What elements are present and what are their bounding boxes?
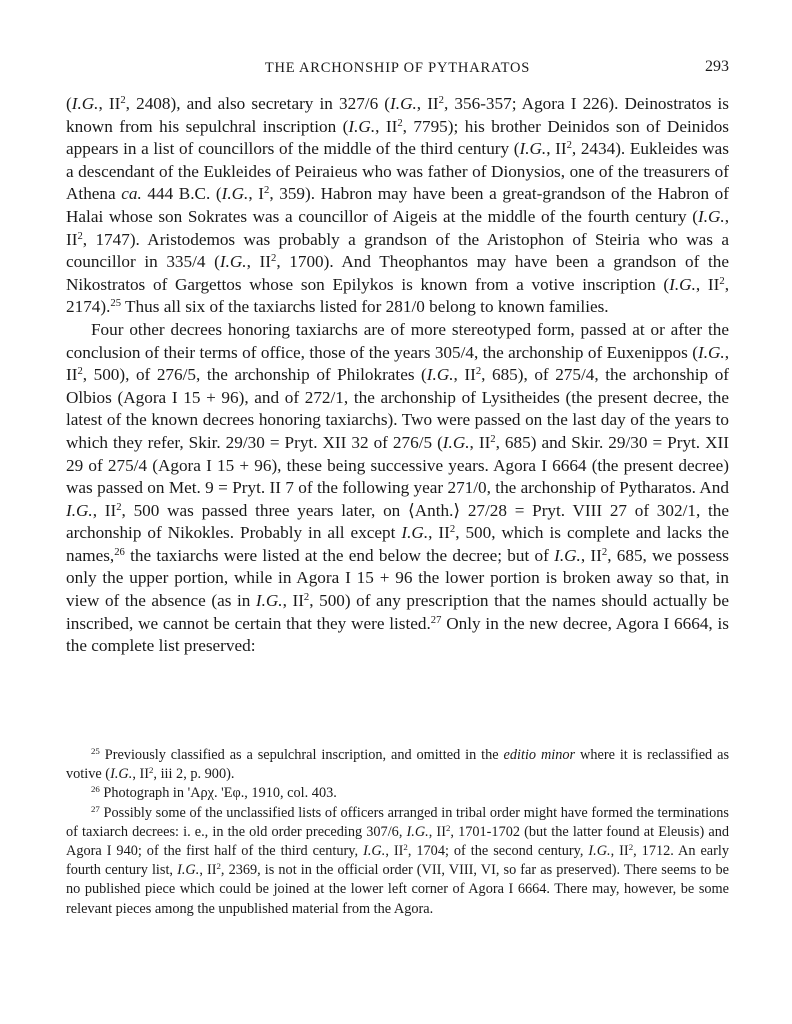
- text-run: , 685), of 275/4, the archonship of Olbios (Agora I 15 + 96), and of 272/1, the archonship of Lysitheides (the present decree, the latest of the known decrees honoring taxiarchs). Two were passed on the last day of the years to which they refer, Skir. 29/30 = Pryt. XII 32 of 276/5 (: [66, 365, 730, 452]
- paragraph-stereotyped-decrees: [66, 319, 729, 658]
- text-run: , II: [375, 116, 398, 136]
- text-run: , II: [132, 766, 149, 783]
- italic-term: editio minor: [503, 747, 576, 763]
- superscript: 2: [438, 95, 444, 107]
- citation-abbrev: I.G.: [697, 206, 725, 226]
- text-run: , II: [610, 843, 629, 860]
- text-run: , 1747). Aristodemos was probably a grandson of the Aristophon of Steiria who was a councillor in 335/4 (: [66, 229, 729, 272]
- text-run: , 2408), and also secretary in 327/6 (: [125, 94, 391, 113]
- text-run: , 500 was passed three years later, on ⟨Anth.⟩ 27/28 = Pryt. VIII 27 of 302/1, the archonship of Nikokles. Probably in all except: [66, 500, 729, 543]
- citation-abbrev: I.G.: [255, 591, 283, 611]
- superscript: 2: [303, 592, 310, 604]
- superscript: 2: [490, 434, 496, 446]
- citation-abbrev: I.G.: [401, 523, 429, 543]
- text-run: , II: [453, 365, 476, 385]
- text-run: , I: [248, 184, 264, 204]
- superscript: 2: [475, 366, 482, 378]
- text-run: , 2369, is not in the official order (VII, VIII, VI, so far as preserved). There seems to be no published piece which could be joined at the lower left corner of Agora I 6664. There may, however, be some relevant pieces among the unpublished material from the Agora.: [66, 862, 730, 917]
- footnotes: [66, 746, 729, 919]
- text-run: , 1712. An early fourth century list,: [66, 843, 730, 879]
- citation-abbrev: I.G.: [669, 274, 696, 294]
- footnote-number: 26: [91, 784, 100, 795]
- citation-abbrev: I.G.: [442, 432, 470, 452]
- text-run: , II: [695, 274, 720, 294]
- text-run: , II: [282, 591, 304, 611]
- text-run: Possibly some of the unclassified lists of officers arranged in tribal order might have formed the terminations of taxiarch decrees: i. e., in the old order preceding 307/6,: [66, 804, 729, 840]
- text-run: 444 B.C. (: [141, 184, 222, 204]
- footnote-ref-25[interactable]: 25: [110, 298, 122, 310]
- text-run: , 500) of any prescription that the names should actually be inscribed, we cannot be certain that they were listed.: [66, 591, 729, 633]
- superscript: 2: [77, 366, 83, 378]
- text-run: , II: [580, 545, 602, 565]
- superscript: 2: [120, 95, 126, 107]
- superscript: 2: [449, 524, 456, 536]
- text-run: the taxiarchs were listed at the end below the decree; but of: [124, 545, 555, 565]
- text-run: , 685, we possess only the upper portion, while in Agora I 15 + 96 the lower portion is broken away so that, in view of the absence (as in: [66, 545, 729, 611]
- citation-abbrev: I.G.: [426, 365, 454, 385]
- citation-abbrev: I.G.: [71, 94, 99, 113]
- citation-abbrev: I.G.: [406, 823, 429, 840]
- text-run: , 356-357; Agora I 226). Deinostratos is known from his sepulchral inscription (: [66, 94, 729, 136]
- superscript: 2: [719, 275, 725, 287]
- text-run: , 500, which is complete and lacks the names,: [66, 523, 729, 565]
- citation-abbrev: I.G.: [348, 116, 376, 136]
- citation-abbrev: I.G.: [177, 862, 200, 879]
- running-title: THE ARCHONSHIP OF PYTHARATOS: [264, 60, 531, 76]
- citation-abbrev: I.G.: [363, 843, 386, 860]
- main-text: [66, 93, 729, 658]
- footnote-ref-26[interactable]: 26: [114, 547, 125, 559]
- citation-abbrev: I.G.: [66, 500, 93, 520]
- text-run: , II: [199, 862, 217, 879]
- text-run: , 2174).: [66, 274, 729, 317]
- text-run: , II: [385, 843, 404, 860]
- superscript: 2: [216, 861, 221, 872]
- text-run: Thus all six of the taxiarchs listed for 281/0 belong to known families.: [121, 297, 609, 317]
- text-run: Only in the new decree, Agora I 6664, is the complete list preserved:: [66, 613, 729, 656]
- citation-abbrev: I.G.: [219, 252, 247, 272]
- superscript: 2: [601, 547, 608, 559]
- text-run: , 2434). Eukleides was a descendant of the Eukleides of Peiraieus who was father of Dionysios, one of the treasurers of Athena: [66, 139, 729, 204]
- footnote-26: [66, 784, 729, 803]
- citation-abbrev: I.G.: [554, 545, 581, 565]
- text-run: , II: [92, 500, 117, 520]
- text-run: , 359). Habron may have been a great-grandson of the Habron of Halai whose son Sokrates was a councillor of Aigeis at the middle of the fourth century (: [66, 184, 730, 226]
- text-run: , II: [428, 523, 450, 543]
- text-run: Previously classified as a sepulchral inscription, and omitted in the: [99, 747, 504, 763]
- citation-abbrev: I.G.: [588, 843, 611, 860]
- text-run: (: [66, 94, 72, 113]
- citation-abbrev: I.G.: [390, 94, 417, 113]
- text-run: , 500), of 276/5, the archonship of Philokrates (: [82, 365, 427, 385]
- text-run: , 1701-1702 (but the latter found at Eleusis) and Agora I 940; of the first half of the third century,: [66, 823, 729, 860]
- superscript: 2: [270, 253, 277, 265]
- text-run: , II: [246, 252, 271, 272]
- running-header: [66, 58, 729, 80]
- footnote-number: 27: [91, 803, 100, 814]
- text-run: where it is reclassified as votive (: [66, 747, 730, 783]
- text-run: , 7795); his brother Deinidos son of Deinidos appears in a list of councillors of the middle of the third century (: [66, 116, 729, 159]
- text-run: , 1704; of the second century,: [407, 843, 589, 860]
- footnote-number: 25: [91, 746, 100, 757]
- superscript: 2: [148, 765, 154, 776]
- text-run: Photograph in 'Αρχ. 'Εφ., 1910, col. 403.: [99, 785, 337, 802]
- citation-abbrev: I.G.: [519, 139, 547, 159]
- text-run: , II: [66, 206, 729, 249]
- superscript: 2: [77, 230, 83, 242]
- superscript: 2: [397, 117, 403, 129]
- text-run: , II: [98, 94, 121, 113]
- text-run: Four other decrees honoring taxiarchs are of more stereotyped form, passed at or after the conclusion of their terms of office, those of the years 305/4, the archonship of Euxenippos (: [66, 319, 729, 362]
- text-run: , II: [428, 823, 446, 840]
- text-run: , iii 2, p. 900).: [153, 766, 235, 783]
- superscript: 2: [628, 842, 634, 853]
- footnote-ref-27[interactable]: 27: [430, 614, 442, 626]
- citation-abbrev: I.G.: [221, 184, 249, 204]
- citation-abbrev: I.G.: [697, 342, 725, 362]
- paragraph-taxiarch-families: [66, 93, 729, 319]
- text-run: , 1700). And Theophantos may have been a grandson of the Nikostratos of Gargettos whose son Epilykos is known from a votive inscription (: [66, 252, 729, 294]
- superscript: 2: [264, 185, 270, 197]
- footnote-27: [66, 804, 729, 919]
- text-run: , II: [416, 94, 439, 113]
- text-run: , 685) and Skir. 29/30 = Pryt. XII 29 of 275/4 (Agora I 15 + 96), these being successive years. Agora I 6664 (the present decree) was passed on Met. 9 = Pryt. II 7 of the following year 271/0, the archonship of Pytharatos. And: [66, 432, 729, 498]
- circa-abbrev: ca.: [121, 184, 142, 204]
- superscript: 2: [566, 140, 572, 152]
- superscript: 2: [116, 501, 122, 513]
- citation-abbrev: I.G.: [110, 766, 133, 783]
- text-run: , II: [546, 139, 567, 159]
- superscript: 2: [445, 822, 451, 833]
- text-run: , II: [469, 432, 491, 452]
- footnote-25: [66, 746, 729, 784]
- superscript: 2: [403, 842, 408, 853]
- page-number: 293: [705, 58, 729, 75]
- text-run: , II: [66, 342, 729, 385]
